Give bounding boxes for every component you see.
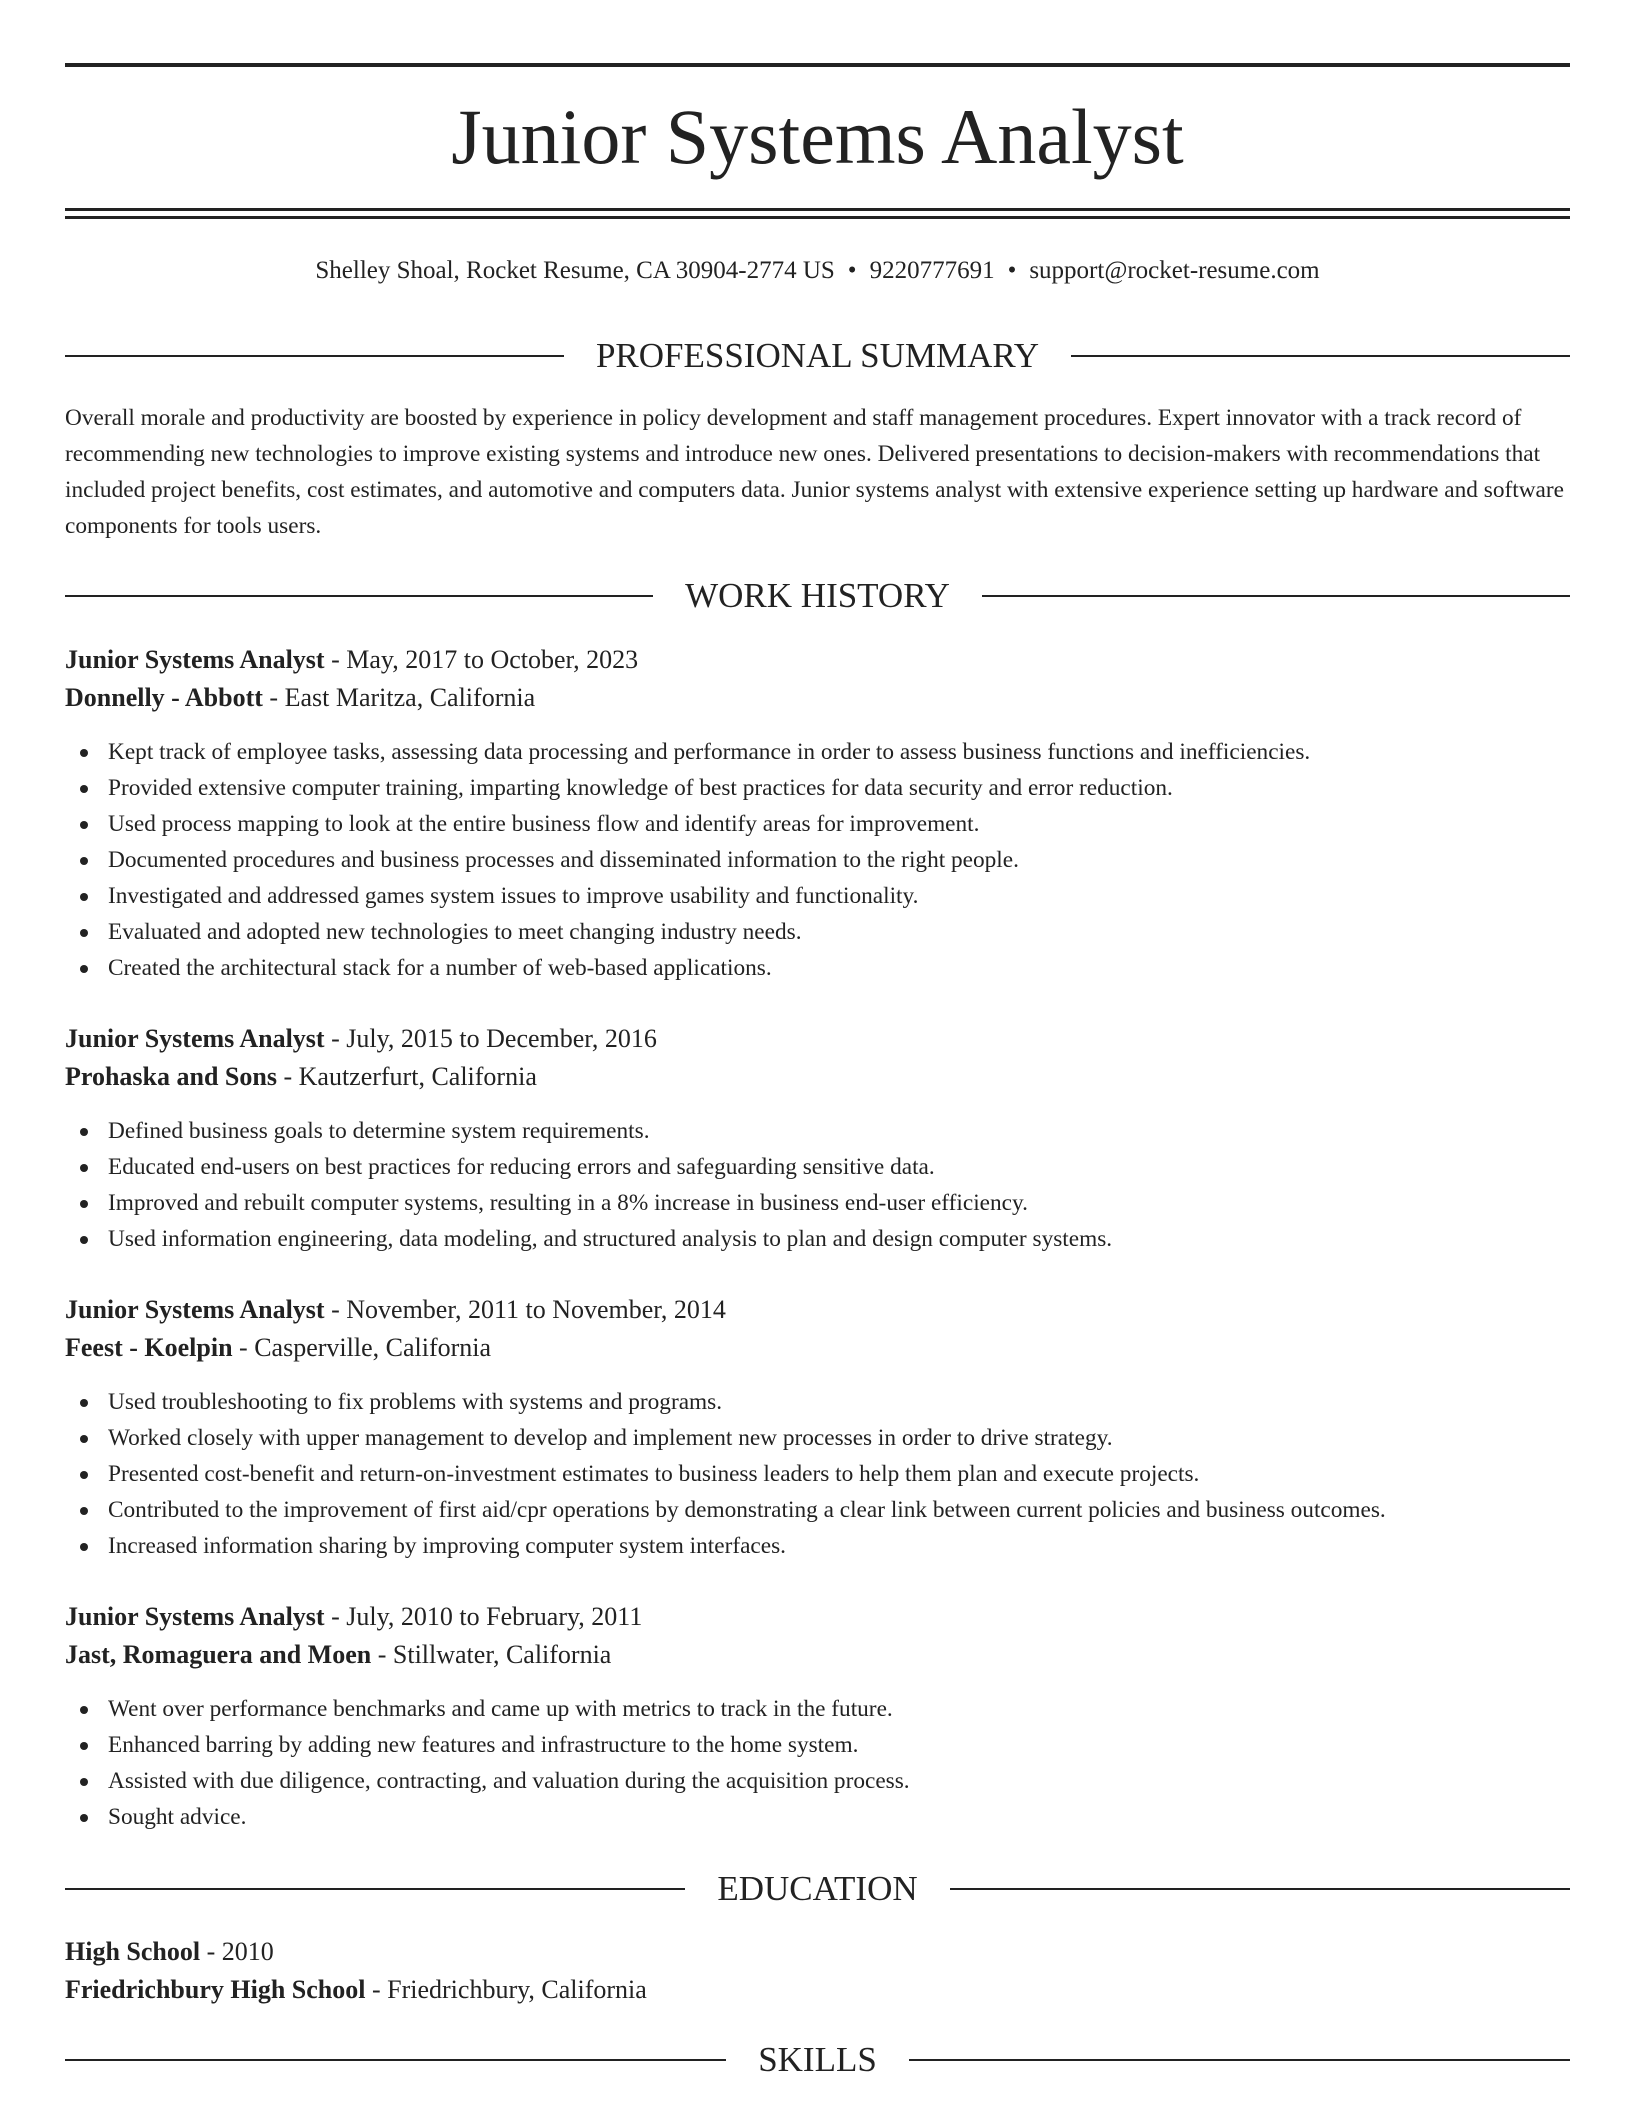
company-name: Feest - Koelpin: [65, 1333, 233, 1362]
job-title: Junior Systems Analyst: [65, 1295, 325, 1324]
job-entry: [65, 1020, 1570, 1257]
job-duty: Improved and rebuilt computer systems, resulting in a 8% increase in business end-user efficiency.: [65, 1185, 1570, 1221]
heading-rule-right: [982, 595, 1570, 597]
contact-separator: •: [847, 257, 857, 284]
job-duty: Assisted with due diligence, contracting, and valuation during the acquisition process.: [65, 1763, 1570, 1799]
job-duty: Provided extensive computer training, imparting knowledge of best practices for data security and error reduction.: [65, 770, 1570, 806]
contact-phone: 9220777691: [869, 257, 995, 284]
job-title-line: [65, 1598, 1570, 1636]
section-heading-skills: [65, 2038, 1570, 2082]
dash-separator: -: [324, 1024, 347, 1053]
job-company-line: [65, 1058, 1570, 1096]
job-company-line: [65, 1329, 1570, 1367]
heading-rule-left: [65, 2059, 726, 2061]
contact-line: [65, 255, 1570, 287]
professional-summary-text: Overall morale and productivity are boosted by experience in policy development and staff management procedures. Expert innovator with a track record of recommending new technologies to improve existing systems and introduce new ones. Delivered presentations to decision-makers with recommendations that included project benefits, cost estimates, and automotive and computers data. Junior systems analyst with extensive experience setting up hardware and software components for tools users.: [65, 405, 1564, 539]
dash-separator: -: [371, 1640, 393, 1669]
heading-rule-right: [909, 2059, 1570, 2061]
heading-rule-right: [950, 1888, 1570, 1890]
job-duty: Went over performance benchmarks and came up with metrics to track in the future.: [65, 1691, 1570, 1727]
job-location: East Maritza, California: [284, 683, 536, 712]
job-duties-list: [65, 1384, 1570, 1564]
job-title: Junior Systems Analyst: [65, 1602, 325, 1631]
contact-separator: •: [1007, 257, 1017, 284]
job-duty: Used information engineering, data modeling, and structured analysis to plan and design computer systems.: [65, 1221, 1570, 1257]
job-dates: May, 2017 to October, 2023: [346, 645, 639, 674]
job-duties-list: [65, 734, 1570, 986]
resume-title: Junior Systems Analyst: [451, 93, 1184, 180]
school-name: Friedrichbury High School: [65, 1975, 366, 2004]
job-duty: Enhanced barring by adding new features and infrastructure to the home system.: [65, 1727, 1570, 1763]
heading-rule-left: [65, 1888, 685, 1890]
contact-address: Shelley Shoal, Rocket Resume, CA 30904-2774 US: [315, 257, 835, 284]
job-duty: Worked closely with upper management to develop and implement new processes in order to drive strategy.: [65, 1420, 1570, 1456]
section-title: PROFESSIONAL SUMMARY: [595, 336, 1040, 375]
section-heading-professional-summary: [65, 334, 1570, 378]
company-name: Prohaska and Sons: [65, 1062, 277, 1091]
job-title-line: [65, 641, 1570, 679]
title-double-rule: [65, 208, 1570, 219]
job-duties-list: [65, 1691, 1570, 1835]
job-duty: Used troubleshooting to fix problems with systems and programs.: [65, 1384, 1570, 1420]
dash-separator: -: [200, 1937, 222, 1966]
dash-separator: -: [324, 645, 347, 674]
job-location: Casperville, California: [254, 1333, 492, 1362]
job-dates: November, 2011 to November, 2014: [346, 1295, 726, 1324]
job-duty: Educated end-users on best practices for reducing errors and safeguarding sensitive data.: [65, 1149, 1570, 1185]
heading-rule-right: [1071, 355, 1570, 357]
job-title: Junior Systems Analyst: [65, 645, 325, 674]
section-heading-work-history: [65, 574, 1570, 618]
dash-separator: -: [365, 1975, 388, 2004]
dash-separator: -: [324, 1602, 347, 1631]
dash-separator: -: [276, 1062, 299, 1091]
job-title: Junior Systems Analyst: [65, 1024, 325, 1053]
school-location: Friedrichbury, California: [387, 1975, 647, 2004]
job-title-line: [65, 1291, 1570, 1329]
job-duty: Contributed to the improvement of first aid/cpr operations by demonstrating a clear link between current policies and business outcomes.: [65, 1492, 1570, 1528]
education-degree: High School: [65, 1937, 201, 1966]
job-duty: Investigated and addressed games system issues to improve usability and functionality.: [65, 878, 1570, 914]
job-dates: July, 2010 to February, 2011: [346, 1602, 643, 1631]
job-duty: Sought advice.: [65, 1799, 1570, 1835]
section-heading-education: [65, 1867, 1570, 1911]
heading-rule-left: [65, 595, 653, 597]
job-title-line: [65, 1020, 1570, 1058]
contact-email: support@rocket-resume.com: [1029, 257, 1320, 284]
job-company-line: [65, 679, 1570, 717]
dash-separator: -: [262, 683, 285, 712]
section-title: SKILLS: [758, 2040, 877, 2079]
job-duty: Documented procedures and business processes and disseminated information to the right people.: [65, 842, 1570, 878]
top-rule: [65, 63, 1570, 67]
education-entry: [65, 1933, 1570, 2009]
job-duty: Kept track of employee tasks, assessing data processing and performance in order to assess business functions and inefficiencies.: [65, 734, 1570, 770]
company-name: Jast, Romaguera and Moen: [65, 1640, 372, 1669]
job-location: Kautzerfurt, California: [298, 1062, 537, 1091]
dash-separator: -: [324, 1295, 347, 1324]
job-duty: Used process mapping to look at the entire business flow and identify areas for improvement.: [65, 806, 1570, 842]
education-year: 2010: [221, 1937, 274, 1966]
section-title: WORK HISTORY: [685, 576, 950, 615]
job-duty: Increased information sharing by improving computer system interfaces.: [65, 1528, 1570, 1564]
job-duty: Evaluated and adopted new technologies to meet changing industry needs.: [65, 914, 1570, 950]
job-duty: Presented cost-benefit and return-on-investment estimates to business leaders to help them plan and execute projects.: [65, 1456, 1570, 1492]
job-duties-list: [65, 1113, 1570, 1257]
company-name: Donnelly - Abbott: [65, 683, 263, 712]
dash-separator: -: [232, 1333, 255, 1362]
job-entry: [65, 1598, 1570, 1835]
job-entry: [65, 641, 1570, 986]
job-dates: July, 2015 to December, 2016: [346, 1024, 657, 1053]
section-title: EDUCATION: [717, 1869, 918, 1908]
heading-rule-left: [65, 355, 564, 357]
job-entry: [65, 1291, 1570, 1564]
job-company-line: [65, 1636, 1570, 1674]
job-duty: Created the architectural stack for a number of web-based applications.: [65, 950, 1570, 986]
job-location: Stillwater, California: [392, 1640, 612, 1669]
education-school-line: [65, 1971, 1570, 2009]
job-duty: Defined business goals to determine system requirements.: [65, 1113, 1570, 1149]
education-degree-line: [65, 1933, 1570, 1971]
